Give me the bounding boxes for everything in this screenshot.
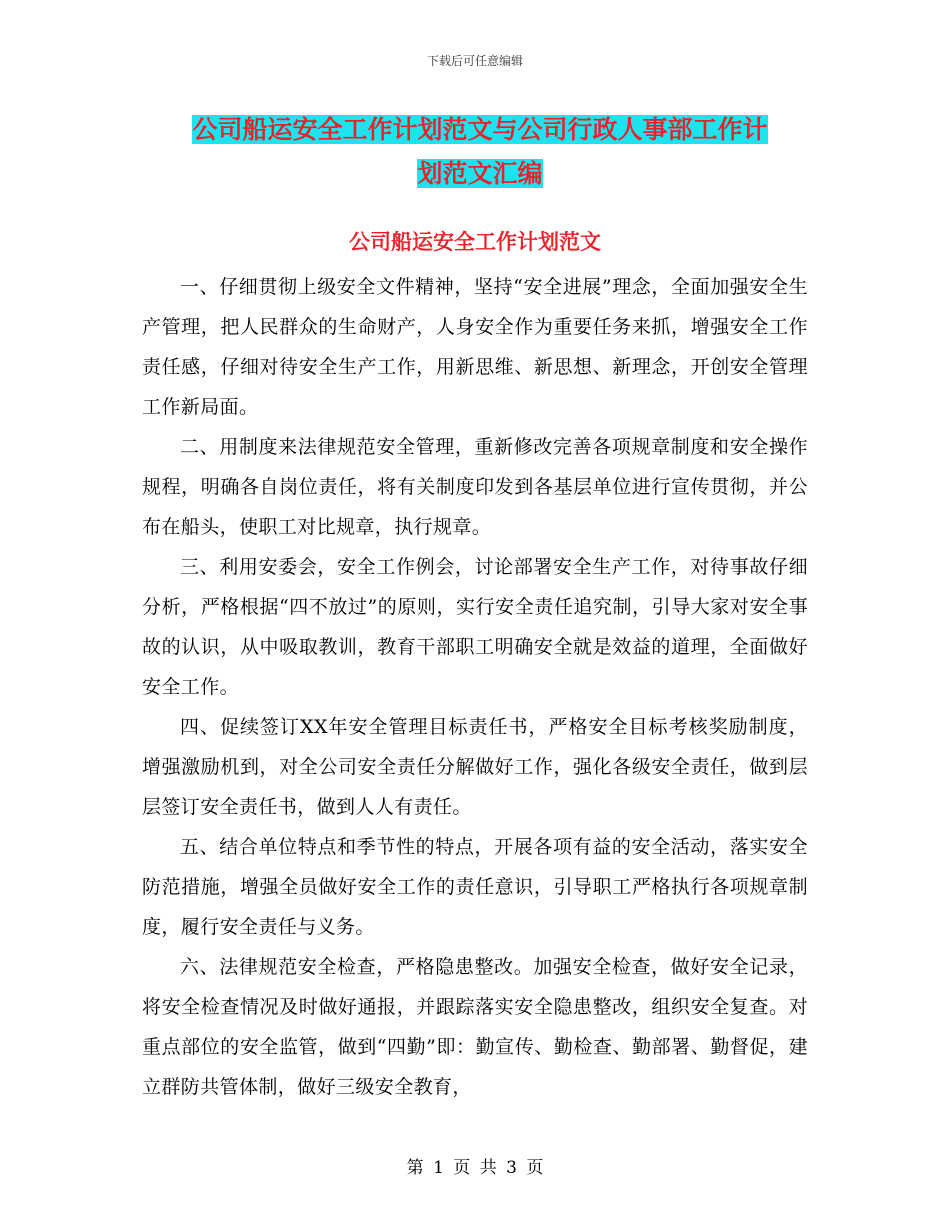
paragraph-5: 五、结合单位特点和季节性的特点，开展各项有益的安全活动，落实安全防范措施，增强全员做好安全工作的责任意识，引导职工严格执行各项规章制度，履行安全责任与义务。 — [142, 836, 808, 938]
paragraph-3: 三、利用安委会，安全工作例会，讨论部署安全生产工作，对待事故仔细分析，严格根据“四不放过”的原则，实行安全责任追究制，引导大家对安全事故的认识，从中吸取教训，教育干部职工明确安全就是效益的道理，全面做好安全工作。 — [142, 556, 808, 698]
section-title: 公司船运安全工作计划范文 — [349, 230, 601, 254]
paragraph-4: 四、促续签订XX年安全管理目标责任书，严格安全目标考核奖励制度，增强激励机到，对全公司安全责任分解做好工作，强化各级安全责任，做到层层签订安全责任书，做到人人有责任。 — [142, 716, 808, 818]
document-title-line-2: 划范文汇编 — [417, 159, 543, 188]
document-title-line-1: 公司船运安全工作计划范文与公司行政人事部工作计 — [192, 115, 768, 144]
body-text — [142, 267, 808, 1107]
page-footer: 第 1 页 共 3 页 — [406, 1158, 544, 1178]
document-title — [140, 108, 820, 196]
paragraph-1: 一、仔细贯彻上级安全文件精神，坚持“安全进展”理念，全面加强安全生产管理，把人民群众的生命财产，人身安全作为重要任务来抓，增强安全工作责任感，仔细对待安全生产工作，用新思维、新思想、新理念，开创安全管理工作新局面。 — [142, 276, 808, 418]
paragraph-2: 二、用制度来法律规范安全管理，重新修改完善各项规章制度和安全操作规程，明确各自岗位责任，将有关制度印发到各基层单位进行宣传贯彻，并公布在船头，使职工对比规章，执行规章。 — [142, 436, 808, 538]
header-note: 下载后可任意编辑 — [426, 54, 523, 68]
paragraph-6: 六、法律规范安全检查，严格隐患整改。加强安全检查，做好安全记录，将安全检查情况及时做好通报，并跟踪落实安全隐患整改，组织安全复查。对重点部位的安全监管，做到“四勤”即：勤宣传、勤检查、勤部署、勤督促，建立群防共管体制，做好三级安全教育， — [142, 956, 808, 1098]
